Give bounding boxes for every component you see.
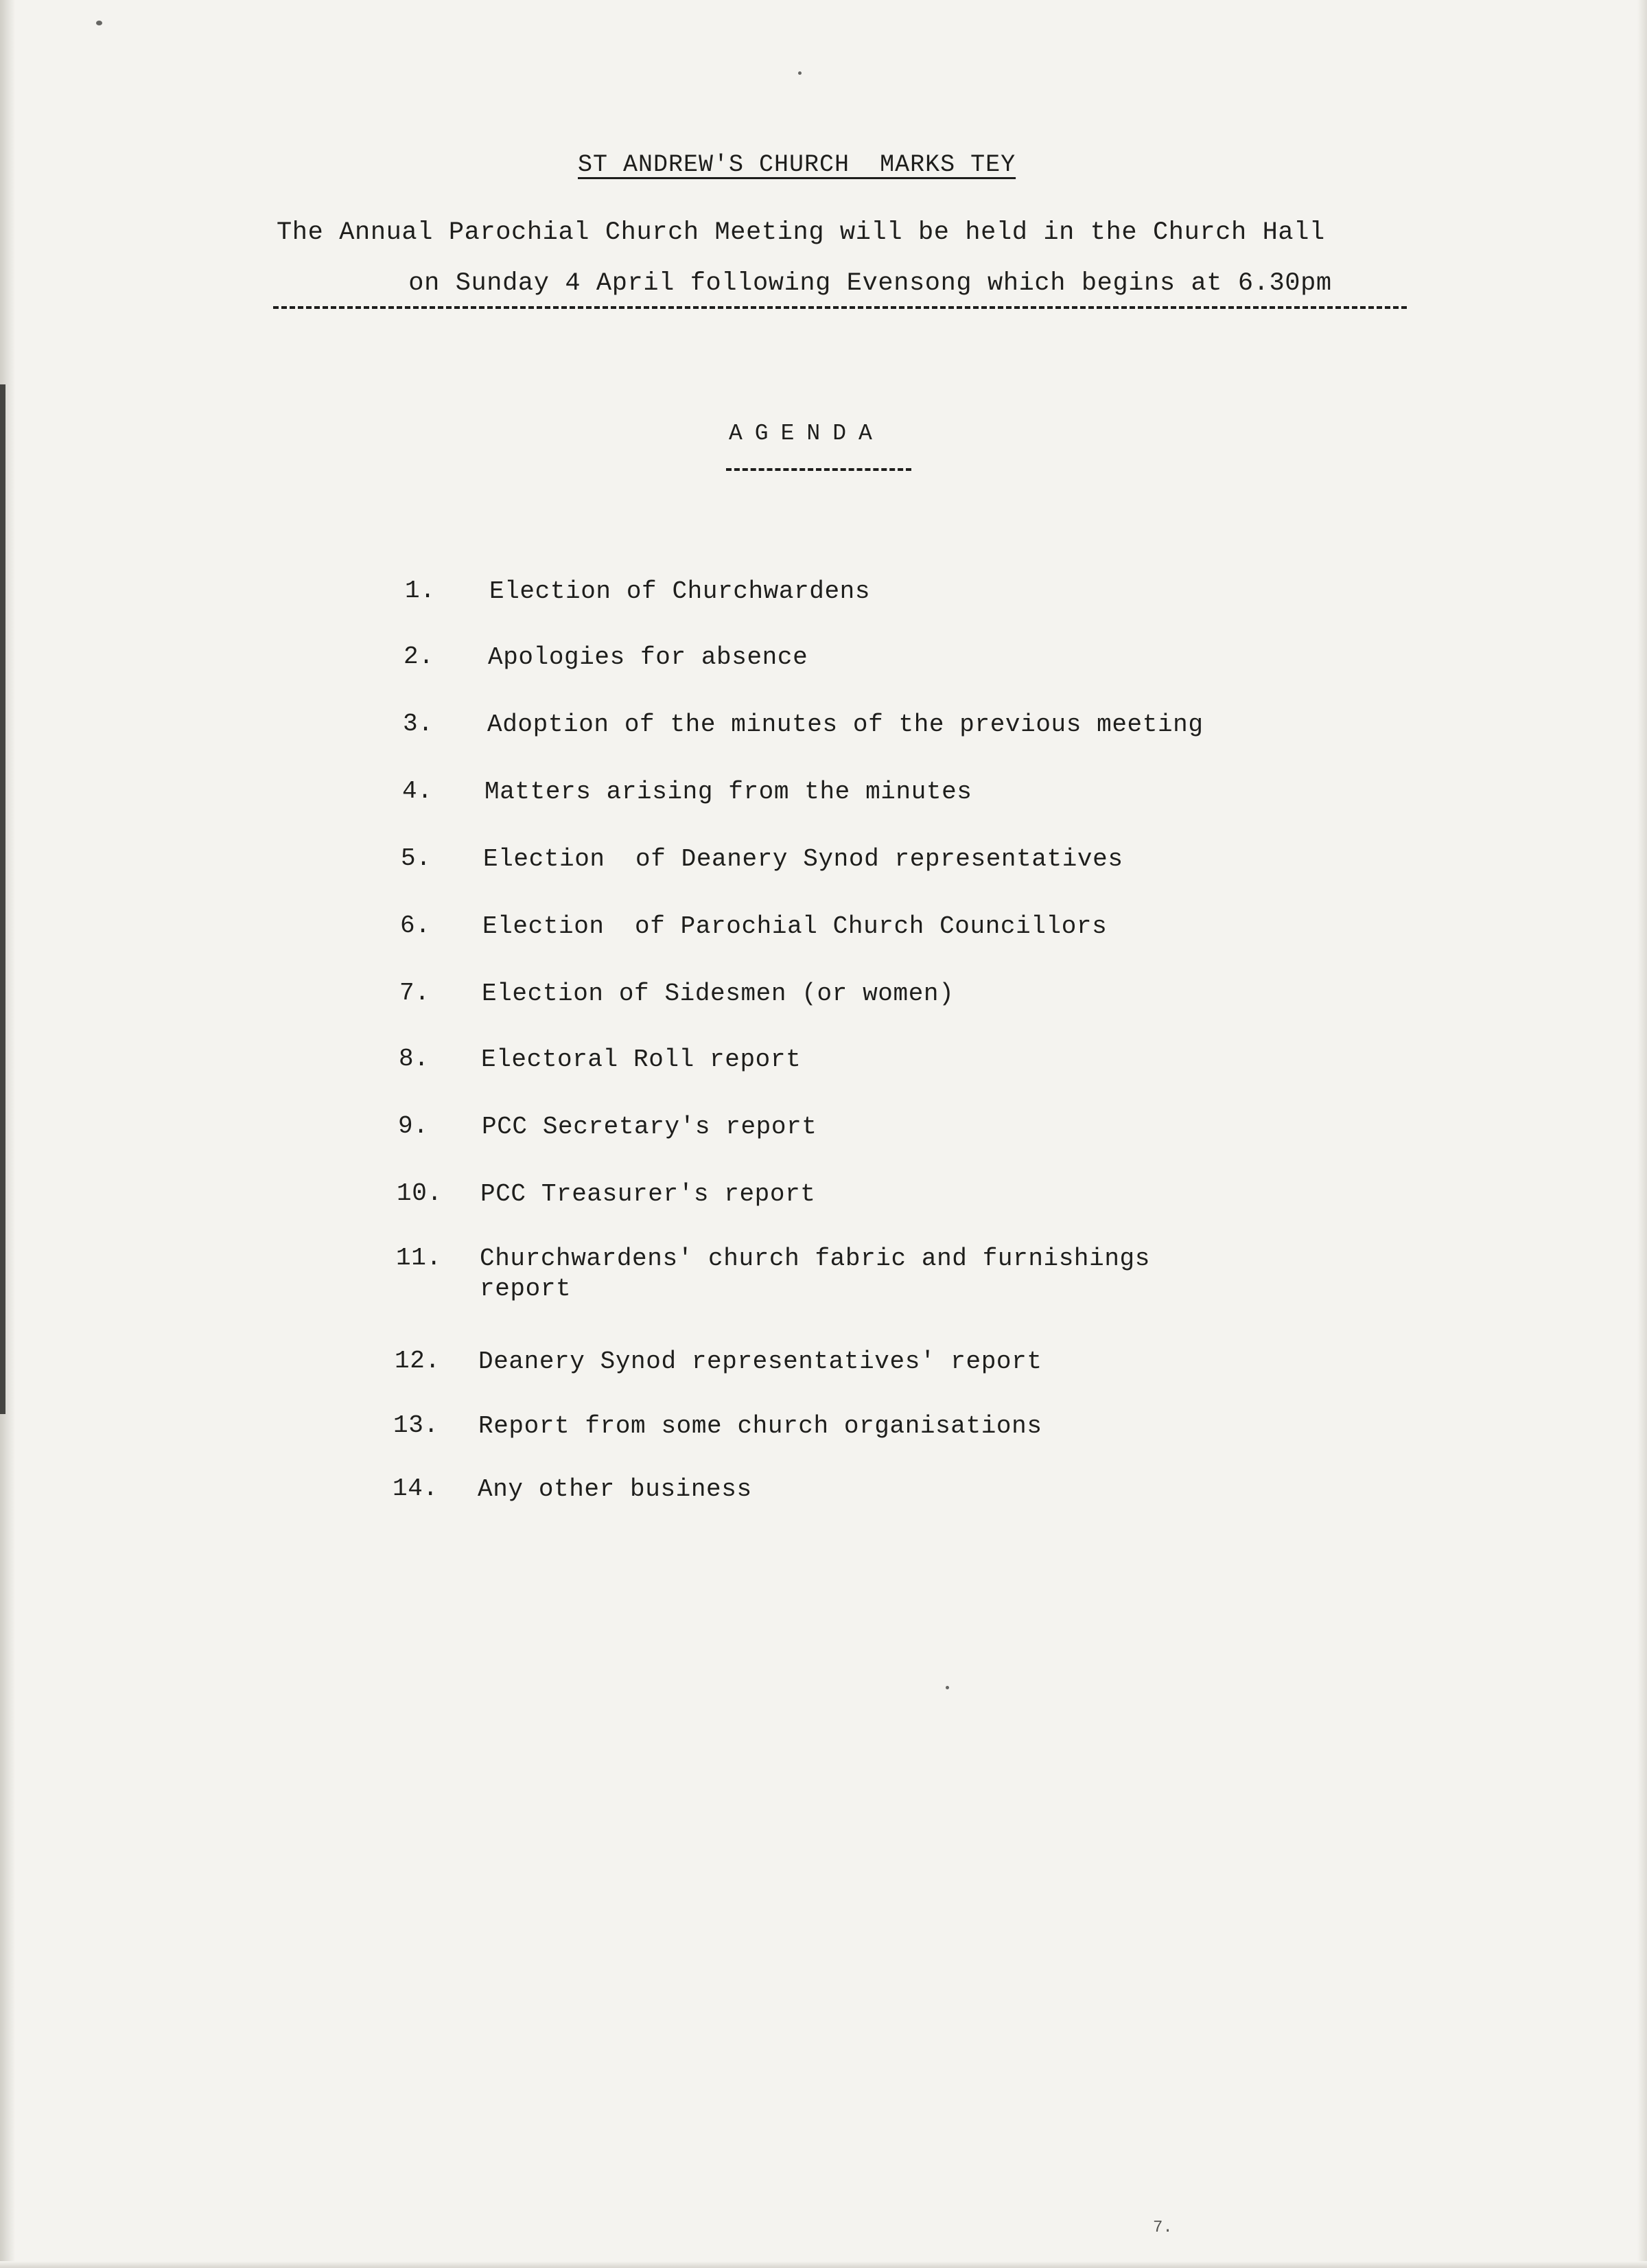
agenda-item-text: Matters arising from the minutes <box>484 778 972 806</box>
agenda-item-number: 4. <box>402 777 433 805</box>
agenda-item-text: Deanery Synod representatives' report <box>478 1347 1042 1376</box>
agenda-item-text: PCC Treasurer's report <box>480 1180 816 1208</box>
agenda-item-number: 12. <box>395 1347 441 1375</box>
document-title: ST ANDREW'S CHURCH MARKS TEY <box>578 151 1016 178</box>
agenda-item-number: 7. <box>399 979 430 1007</box>
agenda-item-number: 8. <box>399 1045 430 1073</box>
meeting-notice-line-2-text: on Sunday 4 April following Evensong which begins at 6.30pm <box>408 269 1332 298</box>
agenda-item-number: 10. <box>397 1179 443 1207</box>
paper-speck <box>96 21 102 25</box>
agenda-item-number: 11. <box>396 1244 442 1272</box>
agenda-item-text: Apologies for absence <box>488 643 808 671</box>
page-mark: 7. <box>1153 2219 1173 2237</box>
paper-speck <box>798 71 802 75</box>
agenda-item-text: Adoption of the minutes of the previous meeting <box>487 710 1204 739</box>
agenda-item-text: Election of Deanery Synod representatives <box>483 845 1123 873</box>
agenda-item-text: Election of Sidesmen (or women) <box>482 980 955 1008</box>
agenda-item-number: 5. <box>401 844 432 872</box>
agenda-item-text: Report from some church organisations <box>478 1412 1042 1440</box>
agenda-item-number: 1. <box>405 577 436 605</box>
agenda-heading: AGENDA <box>729 421 885 446</box>
agenda-item-number: 13. <box>393 1411 439 1439</box>
agenda-item-text: Churchwardens' church fabric and furnishings report <box>480 1245 1150 1303</box>
agenda-item-number: 9. <box>398 1112 429 1140</box>
agenda-item-number: 6. <box>400 912 431 940</box>
agenda-item-text: Any other business <box>478 1475 752 1503</box>
agenda-item-number: 3. <box>403 710 434 738</box>
agenda-item-text: PCC Secretary's report <box>482 1113 817 1141</box>
agenda-item-number: 2. <box>404 643 434 671</box>
agenda-item-text: Election of Parochial Church Councillors <box>482 912 1108 940</box>
agenda-item-number: 14. <box>393 1474 439 1503</box>
agenda-item-text: Election of Churchwardens <box>489 577 871 605</box>
meeting-notice-line-1: The Annual Parochial Church Meeting will be held in the Church Hall <box>277 218 1325 247</box>
paper-speck <box>946 1686 949 1689</box>
agenda-item-text: Electoral Roll report <box>481 1045 802 1074</box>
